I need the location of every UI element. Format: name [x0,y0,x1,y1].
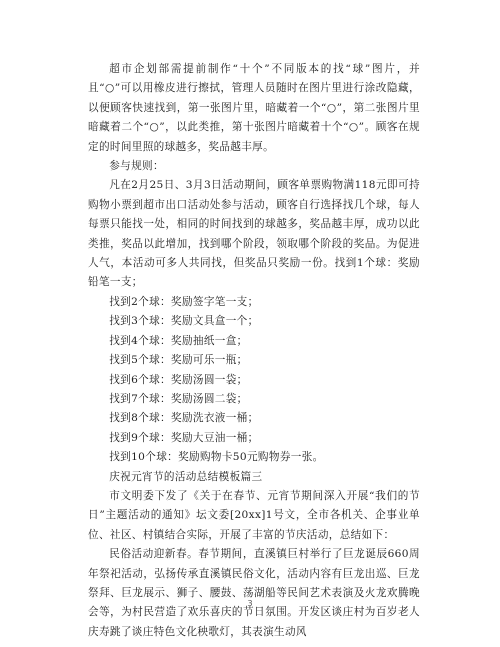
prize-item: 找到3个球：奖励文具盒一个； [109,315,259,328]
section-title: 庆祝元宵节的活动总结模板篇三 [109,470,263,483]
prize-item: 找到5个球：奖励可乐一瓶； [109,354,248,367]
paragraph-notice: 市文明委下发了《关于在春节、元宵节期间深入开展“我们的节日”主题活动的通知》坛文委[20xx]1号文，全市各机关、企事业单位、社区、村镇结合实际，开展了丰富的节庆活动，总结如下： [88,489,420,541]
paragraph-folk-activities: 民俗活动迎新春。春节期间，直溪镇巨村举行了巨龙诞辰660周年祭祀活动，弘扬传承直溪镇民俗文化，活动内容有巨龙出巡、巨龙祭拜、巨龙展示、狮子、腰鼓、荡湖船等民间艺术表演及火龙欢腾晚会等，为村民营造了欢乐喜庆的节日氛围。开发区谈庄村为百岁老人庆寿跳了谈庄特色文化秧歌灯，其表演生动风 [88,548,420,638]
document-body [88,60,420,642]
prize-item: 找到4个球：奖励抽纸一盒； [109,334,248,347]
paragraph-rules: 凡在2月25日、3月3日活动期间，顾客单票购物满118元即可持购物小票到超市出口活动处参与活动，顾客自行选择找几个球，每人每票只能找一处，相同的时间找到的球越多，奖品越丰厚，成功以此类推，奖品以此增加，找到哪个阶段，领取哪个阶段的奖品。为促进人气，本活动可多人共同找，但奖品只奖励一份。找到1个球：奖励铅笔一支； [88,179,420,289]
prize-item: 找到2个球：奖励签字笔一支； [109,295,259,308]
prize-item: 找到10个球：奖励购物卡50元购物券一张。 [109,451,324,464]
prize-item: 找到6个球：奖励汤圆一袋； [109,373,248,386]
prize-item: 找到8个球：奖励洗衣液一桶； [109,412,259,425]
rules-heading: 参与规则： [109,160,164,173]
prize-item: 找到9个球：奖励大豆油一桶； [109,431,259,444]
paragraph-ball-images: 超市企划部需提前制作“十个”不同版本的找“球”图片，并且“○”可以用橡皮进行擦拭，管理人员随时在图片里进行涂改隐藏，以便顾客快速找到，第一张图片里，暗藏着一个“○”，第二张图片里暗藏着二个“○”，以此类推，第十张图片暗藏着十个“○”。顾客在规定的时间里照的球越多，奖品越丰厚。 [88,63,420,153]
prize-item: 找到7个球：奖励汤圆二袋； [109,392,248,405]
page-number: 3 [247,599,253,608]
